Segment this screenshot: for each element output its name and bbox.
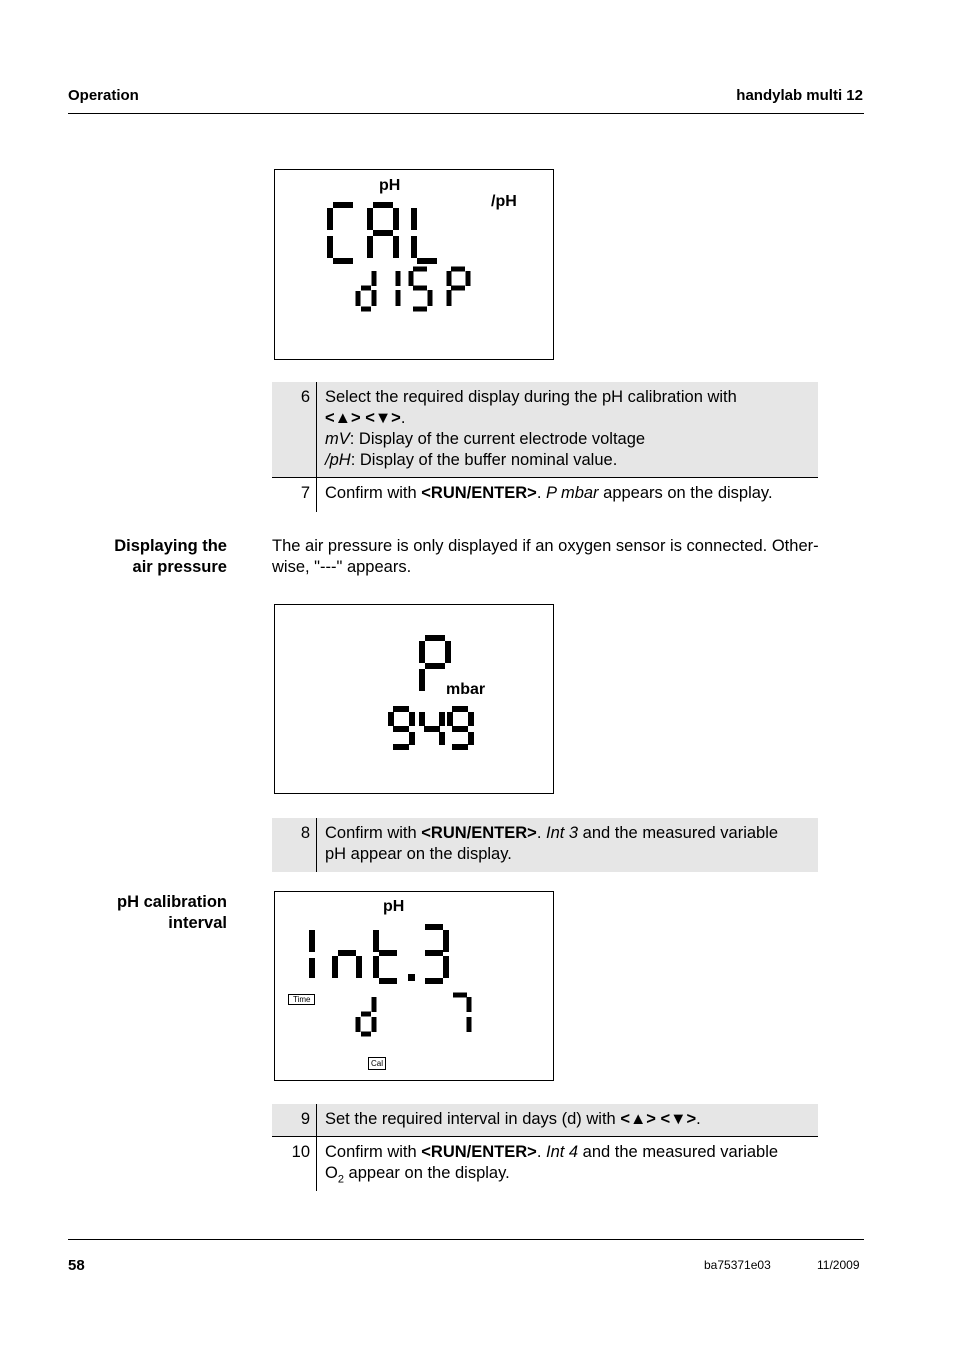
step-text <box>325 1109 812 1130</box>
paragraph-line2: wise, "---" appears. <box>272 558 412 576</box>
segment-digit-p <box>449 269 468 306</box>
lcd-segments-interval <box>275 892 552 1079</box>
term-mv: mV <box>325 430 350 448</box>
key-down: <▼> <box>365 409 401 427</box>
segment-digit-d <box>358 271 374 309</box>
step-row-6 <box>272 382 818 478</box>
segment-decimal-point <box>408 974 415 981</box>
step-row-7 <box>272 478 818 512</box>
step-number: 8 <box>300 824 310 842</box>
step9-period: . <box>696 1110 701 1128</box>
side-heading-line2: air pressure <box>132 558 227 576</box>
step8-post: and the measured variable <box>578 824 779 842</box>
step6-period: . <box>400 409 406 427</box>
lcd-display-cal-disp <box>274 169 554 360</box>
step-text <box>325 1142 812 1190</box>
steps-table-8 <box>272 818 818 872</box>
segment-digit-l <box>414 208 437 261</box>
segment-digit-3 <box>425 927 446 981</box>
lcd-unit-ph: pH <box>383 898 405 915</box>
segment-digit-n <box>335 953 359 978</box>
document-date: 11/2009 <box>817 1258 860 1272</box>
step-row-10 <box>272 1137 818 1191</box>
segment-digit-9 <box>391 709 412 747</box>
step6-mv-text: : Display of the current electrode voltage <box>349 430 646 448</box>
step-text <box>325 483 812 504</box>
lcd-display-interval <box>274 891 554 1081</box>
document-id: ba75371e03 <box>704 1258 771 1272</box>
lcd-display-air-pressure <box>274 604 554 794</box>
step10-post: and the measured variable <box>578 1143 779 1161</box>
lcd-segments-cal-disp <box>275 170 552 358</box>
segment-digit-a <box>370 205 396 258</box>
step8-pre: Confirm with <box>325 824 422 842</box>
lcd-tag-time: Time <box>288 994 315 1005</box>
header-section-title: Operation <box>68 87 139 104</box>
step6-ph-text: : Display of the buffer nominal value. <box>350 451 618 469</box>
segment-digit-4 <box>422 712 442 745</box>
term-slash-ph: /pH <box>325 451 351 469</box>
lcd-segments-pressure <box>275 605 552 792</box>
term-p-mbar: P mbar <box>545 484 599 502</box>
segment-digit-d <box>358 997 374 1034</box>
lcd-unit-mbar: mbar <box>446 681 486 698</box>
step10-line2-post: appear on the display. <box>343 1164 510 1182</box>
step-row-8 <box>272 818 818 872</box>
term-int-4: Int 4 <box>545 1143 579 1161</box>
side-heading-calibration-interval <box>0 892 227 934</box>
step10-pre: Confirm with <box>325 1143 422 1161</box>
step8-line2: pH appear on the display. <box>325 845 512 863</box>
column-divider <box>316 818 317 872</box>
page-number: 58 <box>68 1257 85 1274</box>
step6-line1: Select the required display during the pH calibration with <box>325 388 737 406</box>
lcd-tag-cal: Cal <box>368 1057 386 1070</box>
segment-digit-c <box>330 205 353 261</box>
column-divider <box>316 1137 317 1191</box>
side-heading-line2: interval <box>168 914 227 932</box>
term-int-3: Int 3 <box>545 824 579 842</box>
side-heading-line1: pH calibration <box>116 893 227 911</box>
lcd-unit-slash-ph: /pH <box>491 193 517 210</box>
paragraph-line1: The air pressure is only displayed if an oxygen sensor is connected. Other- <box>272 537 819 555</box>
side-heading-air-pressure <box>0 536 227 578</box>
side-heading-line1: Displaying the <box>114 537 227 555</box>
column-divider <box>316 478 317 512</box>
column-divider <box>316 1104 317 1137</box>
step-number: 9 <box>300 1110 310 1128</box>
key-up: <▲> <box>325 409 361 427</box>
key-up: <▲> <box>620 1110 656 1128</box>
step-number: 6 <box>300 388 310 406</box>
segment-digit-t <box>376 930 397 981</box>
step7-pre: Confirm with <box>325 484 422 502</box>
step-number: 7 <box>300 484 310 502</box>
column-divider <box>316 382 317 478</box>
step-row-9 <box>272 1104 818 1137</box>
step10-mid: . <box>536 1143 546 1161</box>
segment-digit-7 <box>453 995 469 1032</box>
step7-mid: . <box>536 484 546 502</box>
key-run-enter: <RUN/ENTER> <box>421 824 537 842</box>
key-run-enter: <RUN/ENTER> <box>421 1143 537 1161</box>
air-pressure-paragraph <box>272 536 862 578</box>
step10-subscript: 2 <box>337 1173 344 1186</box>
footer-rule <box>68 1239 864 1240</box>
steps-table-6-7 <box>272 382 818 512</box>
steps-table-9-10 <box>272 1104 818 1191</box>
step9-pre: Set the required interval in days (d) with <box>325 1110 621 1128</box>
step8-mid: . <box>536 824 546 842</box>
header-product-name: handylab multi 12 <box>736 87 863 104</box>
step10-o: O <box>325 1164 338 1182</box>
segment-digit-p <box>422 638 448 691</box>
step-text <box>325 823 812 865</box>
key-down: <▼> <box>660 1110 697 1128</box>
step7-post: appears on the display. <box>598 484 773 502</box>
segment-digit-s <box>411 269 430 309</box>
step-text <box>325 387 812 471</box>
step-number: 10 <box>291 1143 310 1161</box>
segment-digit-9b <box>450 709 471 747</box>
key-run-enter: <RUN/ENTER> <box>421 484 537 502</box>
lcd-unit-ph: pH <box>379 177 401 194</box>
header-rule <box>68 113 864 114</box>
